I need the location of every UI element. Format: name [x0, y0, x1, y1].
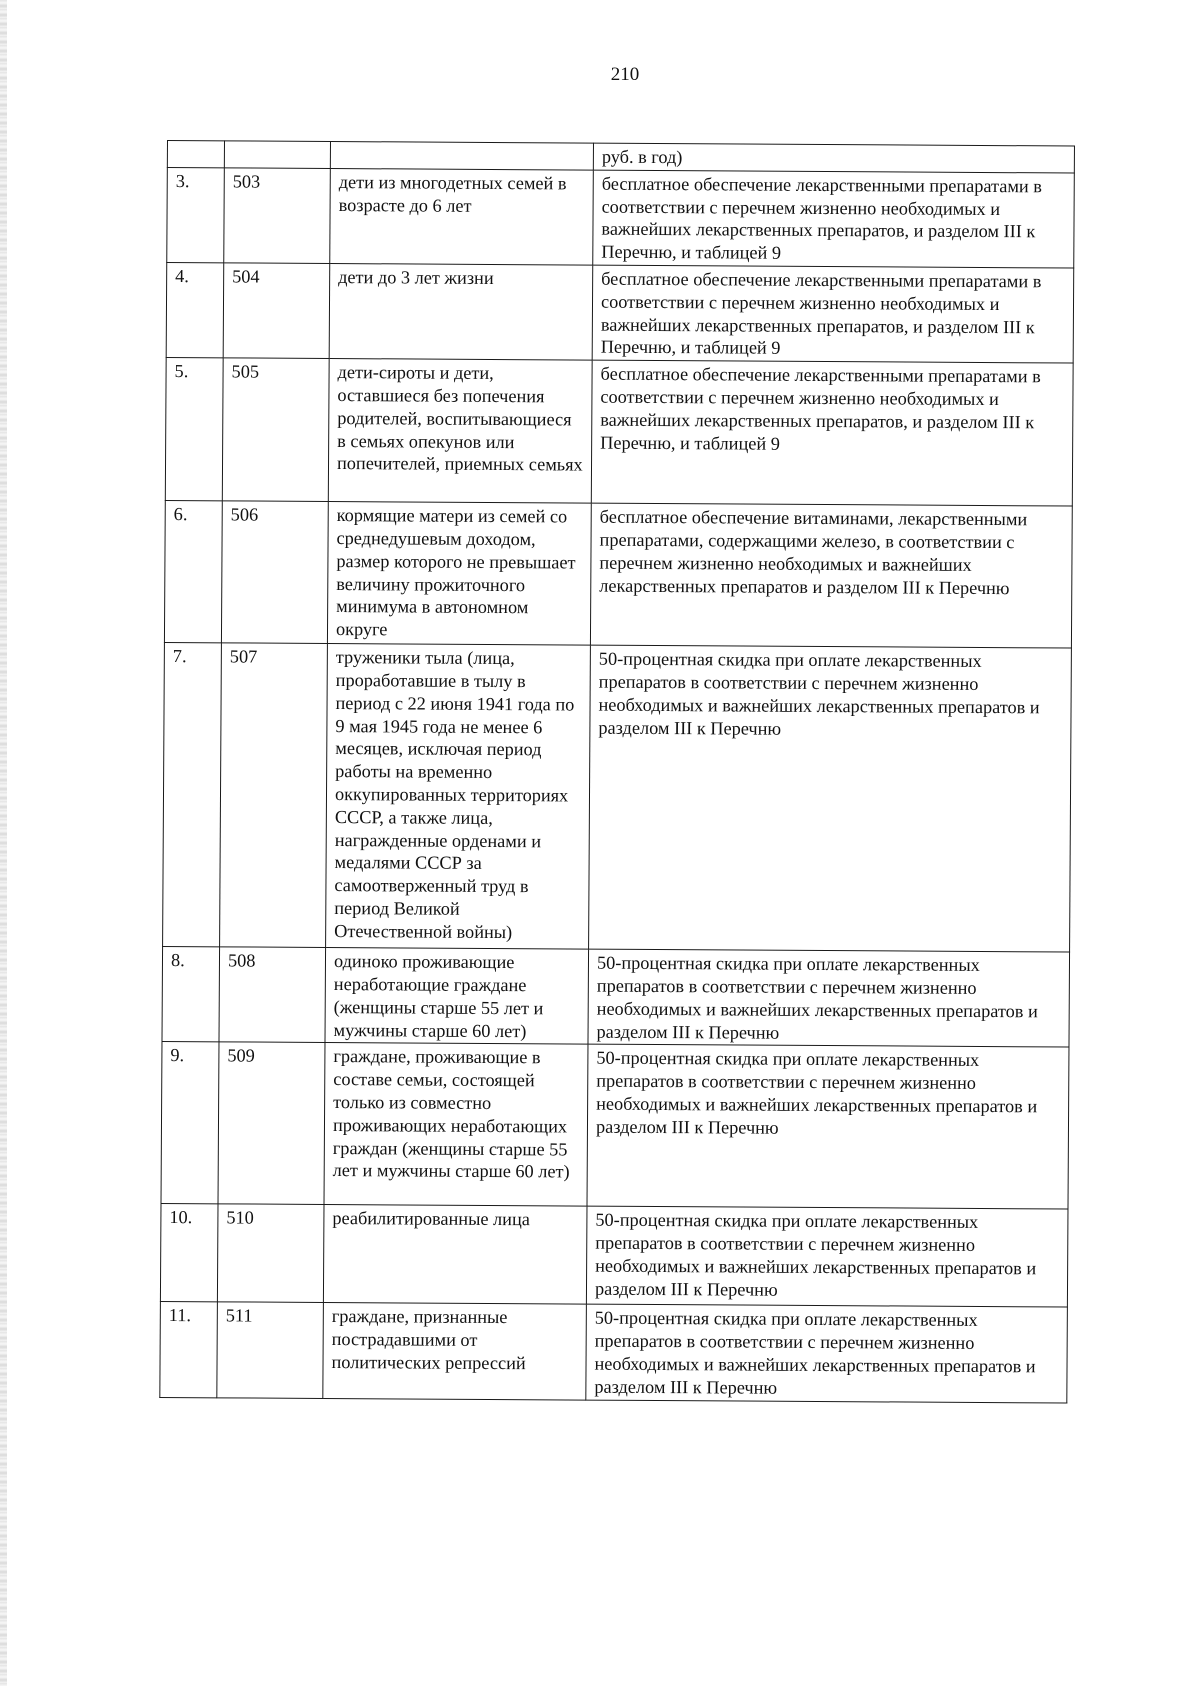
- category-name-cell: [330, 141, 593, 169]
- table-row: [163, 643, 1072, 953]
- category-code-cell: 507: [220, 643, 328, 948]
- scan-edge-artifact: [0, 0, 7, 1686]
- table-row: [160, 1204, 1068, 1308]
- table-row: [162, 947, 1070, 1048]
- table-row: [161, 1042, 1069, 1210]
- row-number-cell: 3.: [167, 167, 225, 263]
- benefit-description-cell: 50-процентная скидка при оплате лекарственных препаратов в соответствии с перечнем жизненно необходимых и важнейших лекарственных препаратов и разделом III к Перечню: [589, 645, 1072, 952]
- table-row: [160, 1302, 1068, 1403]
- row-number-cell: 11.: [160, 1302, 218, 1398]
- category-name-cell: дети-сироты и дети, оставшиеся без попечения родителей, воспитывающиеся в семьях опекунов или попечителей, приемных семьях: [328, 359, 592, 504]
- row-number-cell: 9.: [161, 1042, 219, 1204]
- category-code-cell: 510: [217, 1204, 324, 1303]
- category-name-cell: граждане, признанные пострадавшими от политических репрессий: [323, 1303, 587, 1400]
- category-code-cell: 506: [221, 501, 328, 644]
- row-number-cell: 7.: [163, 643, 222, 947]
- benefit-description-cell: 50-процентная скидка при оплате лекарственных препаратов в соответствии с перечнем жизненно необходимых и важнейших лекарственных препаратов и разделом III к Перечню: [588, 949, 1070, 1047]
- category-code-cell: 504: [223, 263, 330, 359]
- table-row: [165, 358, 1073, 507]
- row-number-cell: 4.: [166, 262, 224, 358]
- benefit-description-cell: руб. в год): [593, 143, 1074, 173]
- benefits-table-body: [160, 141, 1075, 1403]
- table-row: [164, 501, 1072, 649]
- benefit-description-cell: 50-процентная скидка при оплате лекарственных препаратов в соответствии с перечнем жизненно необходимых и важнейших лекарственных препаратов и разделом III к Перечню: [586, 1304, 1068, 1402]
- category-name-cell: одиноко проживающие неработающие граждане (женщины старше 55 лет и мужчины старше 60 лет): [325, 948, 589, 1045]
- benefit-description-cell: бесплатное обеспечение витаминами, лекарственными препаратами, содержащими железо, в соответствии с перечнем жизненно необходимых и важнейших лекарственных препаратов и разделом III к Перечню: [590, 503, 1072, 648]
- row-number-cell: 8.: [162, 947, 220, 1043]
- category-code-cell: 505: [222, 358, 329, 502]
- benefit-description-cell: бесплатное обеспечение лекарственными препаратами в соответствии с перечнем жизненно необходимых и важнейших лекарственных препаратов, и разделом III к Перечню, и таблицей 9: [592, 265, 1074, 363]
- page-number: 210: [610, 64, 640, 85]
- category-code-cell: 511: [217, 1302, 324, 1398]
- category-name-cell: дети из многодетных семей в возрасте до 6 лет: [330, 168, 594, 265]
- benefit-description-cell: 50-процентная скидка при оплате лекарственных препаратов в соответствии с перечнем жизненно необходимых и важнейших лекарственных препаратов и разделом III к Перечню: [587, 1044, 1069, 1209]
- category-name-cell: дети до 3 лет жизни: [329, 263, 593, 360]
- row-number-cell: 6.: [164, 501, 222, 643]
- category-code-cell: [224, 141, 330, 168]
- table-row: [166, 262, 1074, 363]
- row-number-cell: 10.: [160, 1204, 218, 1302]
- category-name-cell: труженики тыла (лица, проработавшие в тылу в период с 22 июня 1941 года по 9 мая 1945 года не менее 6 месяцев, исключая период работы на временно оккупированных территориях СССР, а также лица, награжденные орденами и медалями СССР за самоотверженный труд в период Великой Отечественной войны): [326, 644, 591, 950]
- benefit-description-cell: бесплатное обеспечение лекарственными препаратами в соответствии с перечнем жизненно необходимых и важнейших лекарственных препаратов, и разделом III к Перечню, и таблицей 9: [593, 170, 1075, 268]
- row-number-cell: 5.: [165, 358, 223, 501]
- row-number-cell: [167, 141, 224, 168]
- category-name-cell: граждане, проживающие в составе семьи, состоящей только из совместно проживающих неработающих граждан (женщины старше 55 лет и мужчины старше 60 лет): [324, 1043, 588, 1207]
- benefit-description-cell: 50-процентная скидка при оплате лекарственных препаратов в соответствии с перечнем жизненно необходимых и важнейших лекарственных препаратов и разделом III к Перечню: [586, 1206, 1068, 1307]
- table-row: [167, 167, 1075, 268]
- category-code-cell: 508: [219, 947, 326, 1043]
- category-name-cell: кормящие матери из семей со среднедушевым доходом, размер которого не превышает величину прожиточного минимума в автономном округе: [327, 502, 591, 646]
- benefits-table: [159, 140, 1075, 1403]
- category-code-cell: 509: [218, 1042, 325, 1205]
- category-code-cell: 503: [224, 168, 331, 264]
- category-name-cell: реабилитированные лица: [323, 1205, 587, 1305]
- benefit-description-cell: бесплатное обеспечение лекарственными препаратами в соответствии с перечнем жизненно необходимых и важнейших лекарственных препаратов, и разделом III к Перечню, и таблицей 9: [591, 360, 1073, 506]
